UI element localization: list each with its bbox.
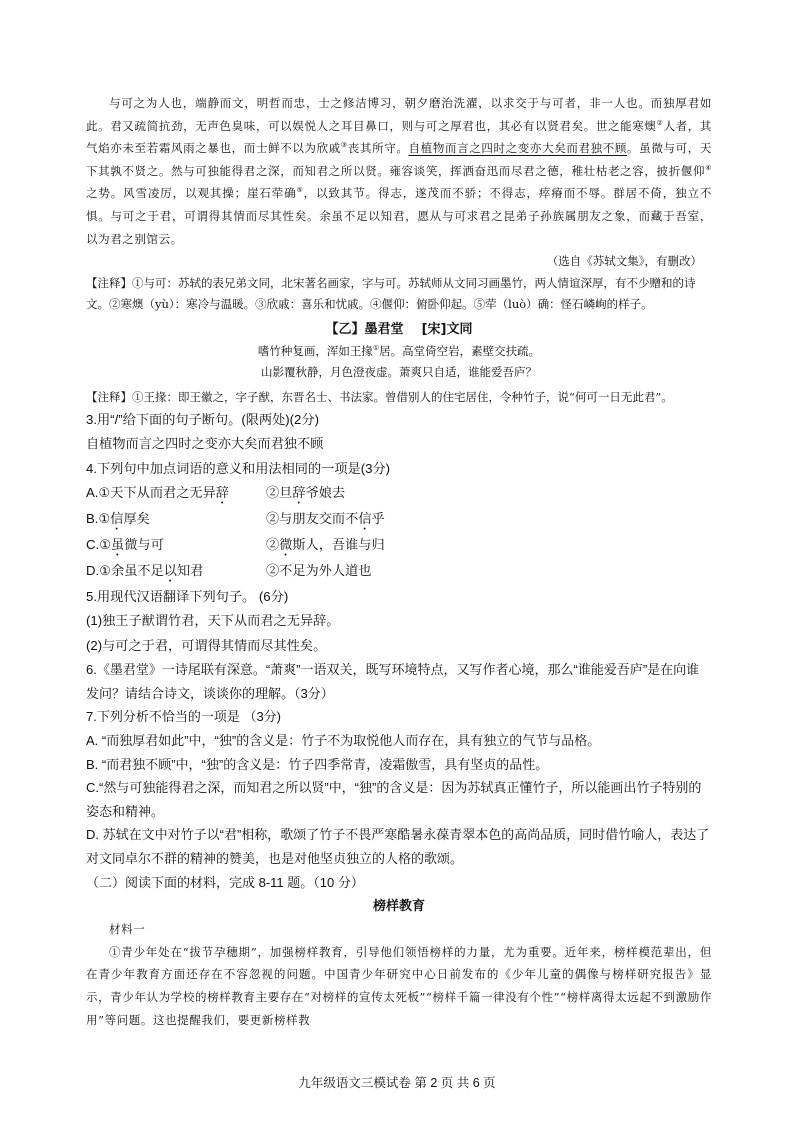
question-5-sentence-1: (1)独王子猷谓竹君，天下从而君之无异辞。	[86, 613, 340, 629]
option-text: 乎	[371, 510, 385, 526]
question-4-option-b	[86, 507, 712, 533]
dotted-word: 虽	[111, 536, 125, 552]
question-4-option-d	[86, 559, 712, 585]
question-7-option-a: A. “而独厚君如此”中，“独”的含义是：竹子不为取悦他人而存在，具有独立的气节与品格。	[86, 732, 601, 748]
section-2-header: （二）阅读下面的材料，完成 8-11 题。（10 分）	[86, 874, 364, 890]
option-text: ②不足为外人道也	[266, 562, 372, 578]
poem-text: 居。高堂倚空岩，素壁交扶疏。	[379, 343, 541, 358]
passage-text: 人者，其气焰亦未至若霜风雨之暴也，而士鲜不以为欣戚	[86, 118, 712, 156]
poem-title-text: 【乙】墨君堂	[325, 321, 404, 337]
question-5-sentence-2: (2)与可之于君，可谓得其情而尽其性矣。	[86, 637, 327, 653]
material-label: 材料一	[109, 922, 146, 937]
footnote-marker: ①	[372, 343, 380, 352]
question-4-option-c	[86, 533, 712, 559]
question-4-stem: 4.下列句中加点词语的意义和用法相同的一项是(3分)	[86, 460, 391, 476]
option-text: ②	[266, 536, 280, 552]
option-left	[86, 533, 266, 559]
footnote-marker: ②	[656, 118, 664, 127]
underlined-sentence: 自植物而言之四时之变亦大矣而君独不顾	[408, 141, 628, 156]
dotted-word: 辞	[292, 484, 306, 500]
question-4-option-a	[86, 481, 712, 507]
passage-note: 【注释】①与可：苏轼的表兄弟文同，北宋著名画家，字与可。苏轼师从文同习画墨竹，两人情谊深厚，有不少赠和的诗文。②寒燠（yù）：寒冷与温暖。③欣戚：喜乐和忧戚。④偃仰：俯卧仰起。⑤荦（luò）确：怪石嶙峋的样子。	[86, 275, 696, 311]
question-7-stem: 7.下列分析不恰当的一项是 （3分)	[86, 709, 282, 725]
page-content	[86, 92, 712, 1031]
option-text: 知君	[176, 562, 204, 578]
option-left	[86, 559, 266, 585]
page-footer: 九年级语文三模试卷 第 2 页 共 6 页	[298, 1076, 496, 1090]
dotted-word: 信	[110, 510, 124, 526]
option-text: C.①	[86, 536, 112, 552]
question-6: 6.《墨君堂》一诗尾联有深意。“萧爽”一语双关，既写环境特点，又写作者心境，那么“谁能爱吾庐”是在向谁发问？请结合诗文，谈谈你的理解。（3分）	[86, 662, 700, 701]
section-2-title: 榜样教育	[372, 898, 425, 914]
passage-text: 与可之为人也，端静而文，明哲而忠，士之修洁博习，朝夕磨治洗濯，以求交于与可者，非一人也。而独厚君如此。君又疏简抗劲，无声色臭味，可以娱悦人之耳目鼻口，则与可之厚君也，其必有以贤君矣。世之能寒燠	[86, 96, 712, 133]
question-7-option-d: D. 苏轼在文中对竹子以“君”相称，歌颂了竹子不畏严寒酷暑永葆青翠本色的高尚品质，同时借竹喻人，表达了对文同卓尔不群的精神的赞美，也是对他坚贞独立的人格的歌颂。	[86, 827, 710, 866]
option-right	[266, 481, 345, 507]
dotted-word: 辞	[215, 484, 229, 500]
dotted-word: 微	[279, 536, 293, 552]
question-3-sentence: 自植物而言之四时之变亦大矣而君独不顾	[86, 436, 324, 452]
footnote-marker: ④	[705, 163, 712, 172]
option-right	[266, 507, 385, 533]
option-text: B.①	[86, 510, 111, 526]
poem-text: 嗜竹种复画，浑如王掾	[257, 343, 373, 358]
poem-line	[86, 341, 712, 362]
option-text: 厚矣	[123, 510, 150, 526]
passage-paragraph	[86, 92, 712, 250]
poem-note: 【注释】①王掾：即王徽之，字子猷，东晋名士、书法家。曾借别人的住宅居住，令种竹子，说“何可一日无此君”。	[86, 389, 673, 404]
material-paragraph: ①青少年处在“拔节孕穗期”，加强榜样教育，引导他们领悟榜样的力量，尤为重要。近年来，榜样模范辈出，但在青少年教育方面还存在不容忽视的问题。中国青少年研究中心日前发布的《少年儿童的偶像与榜样研究报告》显示，青少年认为学校的榜样教育主要存在“对榜样的宣传太死板”“榜样千篇一律没有个性”“榜样离得太远起不到激励作用”等问题。这也提醒我们，要更新榜样教	[86, 944, 712, 1027]
passage-source: （选自《苏轼文集》，有删改）	[546, 254, 702, 269]
passage-text: 。虽微与可，天下其孰不贤之。然与可独能得君之深，而知君之所以贤。雍容谈笑，挥洒奋迅而尽君之德，稚壮枯老之容，披折偃仰	[86, 141, 712, 178]
question-7-option-c: C.“然与可独能得君之深，而知君之所以贤”中，“独”的含义是：因为苏轼真正懂竹子，所以能画出竹子特别的姿态和精神。	[86, 780, 702, 819]
passage-text: ，以致其节。得志，遂茂而不骄；不得志，瘁瘠而不辱。群居不倚，独立不惧。与可之于君，可谓得其情而尽其性矣。余虽不足以知君，愿从与可求君之昆弟子孙族属朋友之象，而藏于吾室，以为君之别馆云。	[86, 186, 712, 246]
passage-text: 丧其所守。	[347, 141, 409, 156]
option-text: 爷娘去	[305, 484, 346, 500]
footnote-marker: ③	[340, 141, 348, 150]
option-text: 斯人，吾谁与归	[292, 536, 385, 552]
dotted-word: 以	[163, 562, 177, 578]
footnote-marker: ⑤	[296, 186, 304, 195]
option-left	[86, 507, 266, 533]
option-text: ②旦	[266, 484, 293, 500]
option-right	[266, 559, 372, 585]
option-left	[86, 481, 266, 507]
question-5-stem: 5.用现代汉语翻译下列句子。 (6分)	[86, 588, 289, 604]
poem-title	[86, 319, 712, 341]
option-text: 微与可	[124, 536, 164, 552]
dotted-word: 信	[358, 510, 372, 526]
option-text: ②与朋友交而不	[266, 510, 359, 526]
question-3-stem: 3.用“/”给下面的句子断句。(限两处)(2分)	[86, 411, 319, 427]
question-7-option-b: B. “而君独不顾”中，“独”的含义是：竹子四季常青，凌霜傲雪，具有坚贞的品性。	[86, 756, 549, 772]
poem-author: [宋]文同	[421, 321, 473, 337]
poem-line: 山影覆秋静，月色澄夜虚。萧爽只自适，谁能爱吾庐？	[261, 364, 537, 379]
option-text: A.①天下从而君之无异	[86, 484, 216, 500]
option-right	[266, 533, 385, 559]
passage-text: 之势。风雪凌厉，以观其操；崖石荦确	[86, 186, 297, 201]
option-text: D.①余虽不足	[86, 562, 164, 578]
